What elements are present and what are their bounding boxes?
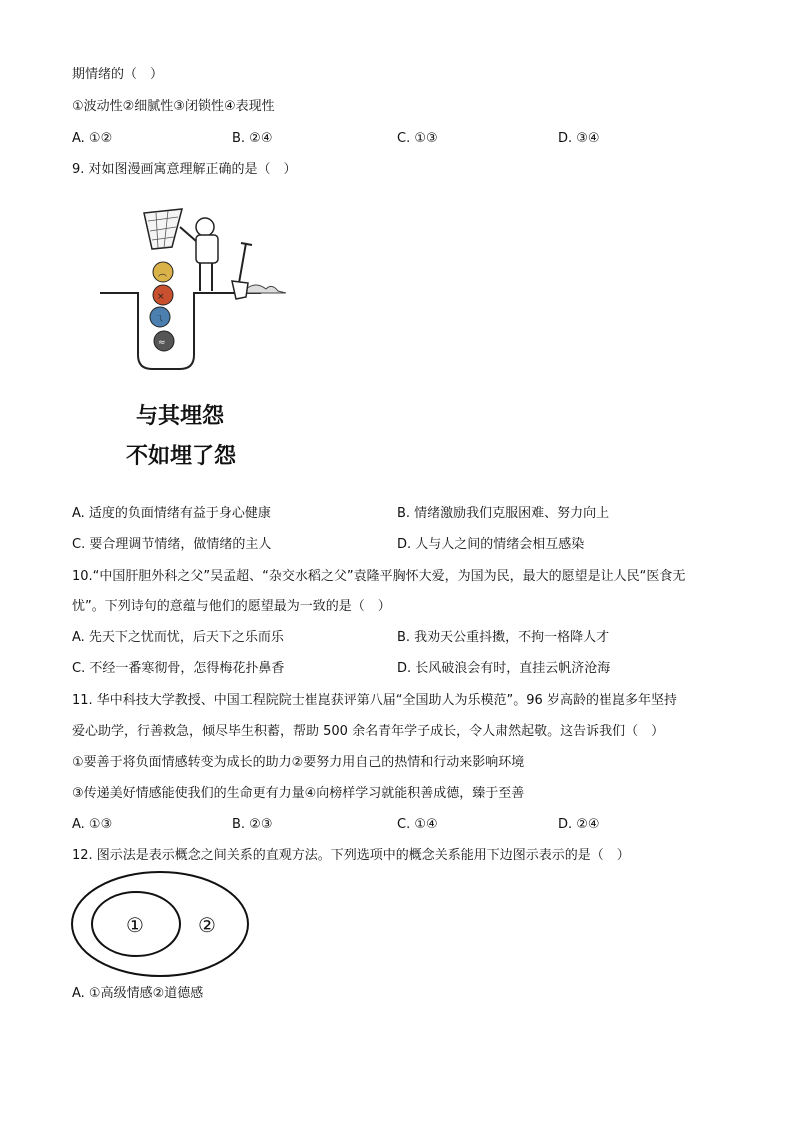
q10-option-a: A. 先天下之忧而忧，后天下之乐而乐 — [72, 630, 284, 645]
pit-outline — [100, 293, 261, 369]
person-head — [196, 218, 214, 236]
q9-option-d: D. 人与人之间的情绪会相互感染 — [397, 537, 585, 552]
q12-option-a: A. ①高级情感②道德感 — [72, 986, 204, 1001]
q9-option-a: A. 适度的负面情绪有益于身心健康 — [72, 506, 271, 521]
cartoon-caption-2: 不如埋了怨 — [126, 444, 237, 469]
svg-text:×: × — [157, 292, 165, 302]
q8-statements: ①波动性②细腻性③闭锁性④表现性 — [72, 99, 275, 114]
shovel-blade — [232, 281, 248, 299]
q8-option-a: A. ①② — [72, 131, 113, 146]
q9-stem: 9. 对如图漫画寓意理解正确的是（ ） — [72, 162, 297, 177]
svg-text:ㄟ: ㄟ — [155, 314, 165, 324]
q11-stem-line2: 爱心助学，行善救急，倾尽毕生积蓄，帮助 500 余名青年学子成长，令人肃然起敬。这告诉我们（ ） — [72, 724, 665, 739]
q8-option-c: C. ①③ — [397, 131, 438, 146]
q9-option-b: B. 情绪激励我们克服困难、努力向上 — [397, 506, 610, 521]
person-body — [196, 235, 218, 263]
shovel-handle — [239, 243, 246, 283]
q11-statements-line2: ③传递美好情感能使我们的生命更有力量④向榜样学习就能积善成德，臻于至善 — [72, 786, 525, 801]
venn-outer-label: ② — [198, 913, 216, 937]
q12-venn-diagram — [70, 870, 250, 980]
q9-option-c: C. 要合理调节情绪，做情绪的主人 — [72, 537, 272, 552]
venn-outer-ellipse — [72, 872, 248, 976]
q10-stem-line2: 忧”。下列诗句的意蕴与他们的愿望最为一致的是（ ） — [72, 599, 391, 614]
venn-inner-label: ① — [126, 913, 144, 937]
q11-option-d: D. ②④ — [558, 817, 600, 832]
q11-option-c: C. ①④ — [397, 817, 438, 832]
q10-option-b: B. 我劝天公重抖擞，不拘一格降人才 — [397, 630, 610, 645]
q10-stem-line1: 10.“中国肝胆外科之父”吴孟超、“杂交水稻之父”袁隆平胸怀大爱，为国为民，最大的愿望是让人民“医食无 — [72, 569, 686, 584]
q8-option-d: D. ③④ — [558, 131, 600, 146]
q11-stem-line1: 11. 华中科技大学教授、中国工程院院士崔崑获评第八届“全国助人为乐模范”。96 岁高龄的崔崑多年坚持 — [72, 693, 677, 708]
q11-option-a: A. ①③ — [72, 817, 113, 832]
q12-stem: 12. 图示法是表示概念之间关系的直观方法。下列选项中的概念关系能用下边图示表示的是（ ） — [72, 848, 630, 863]
q8-option-b: B. ②④ — [232, 131, 273, 146]
q9-cartoon — [96, 205, 301, 495]
q10-option-c: C. 不经一番寒彻骨，怎得梅花扑鼻香 — [72, 661, 285, 676]
cartoon-caption-1: 与其埋怨 — [136, 404, 225, 429]
q11-statements-line1: ①要善于将负面情感转变为成长的助力②要努力用自己的热情和行动来影响环境 — [72, 755, 525, 770]
q8-stem-tail: 期情绪的（ ） — [72, 67, 164, 82]
q11-option-b: B. ②③ — [232, 817, 273, 832]
cartoon-illustration — [96, 205, 301, 495]
svg-text:︵: ︵ — [158, 269, 168, 279]
svg-text:≈: ≈ — [158, 338, 166, 348]
q10-option-d: D. 长风破浪会有时，直挂云帆济沧海 — [397, 661, 611, 676]
